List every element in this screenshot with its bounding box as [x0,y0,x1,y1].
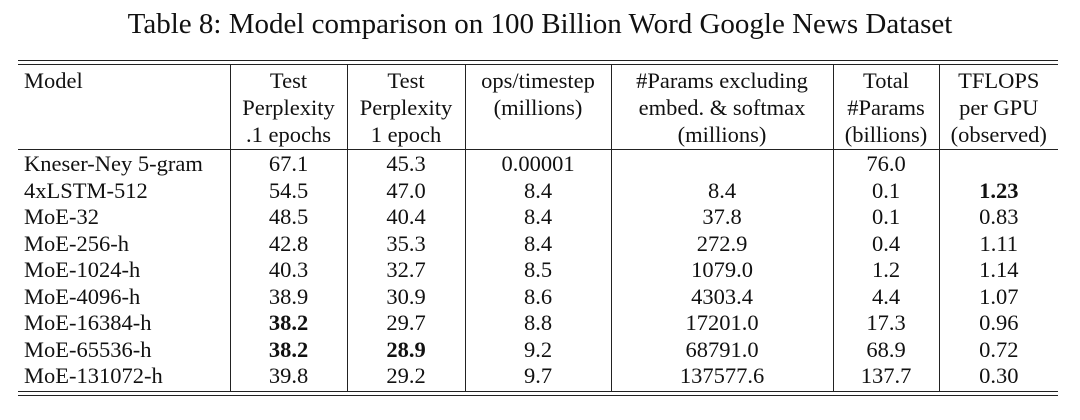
cell-tflops-per-gpu: 0.96 [939,310,1058,337]
header-ops-per-timestep [465,65,611,150]
cell-test-perplexity-1-epoch: 28.9 [347,337,465,364]
cell-test-perplexity-01-epochs: 48.5 [230,204,347,231]
cell-tflops-per-gpu: 0.72 [939,337,1058,364]
header-params-excluding-embed [611,65,833,150]
header-line: (billions) [844,122,928,147]
cell-tflops-per-gpu: 1.07 [939,284,1058,311]
cell-ops-per-timestep: 0.00001 [465,150,611,178]
header-test-perplexity-1-epoch [347,65,465,150]
cell-test-perplexity-01-epochs: 38.2 [230,337,347,364]
cell-test-perplexity-1-epoch: 32.7 [347,257,465,284]
table-caption: Table 8: Model comparison on 100 Billion Word Google News Dataset [127,8,953,40]
cell-tflops-per-gpu: 1.23 [939,178,1058,205]
model-name-cell: MoE-4096-h [24,283,141,309]
cell-total-params: 0.4 [833,231,939,258]
cell-test-perplexity-1-epoch: 47.0 [347,178,465,205]
header-line: embed. & softmax [638,95,806,120]
header-line: TFLOPS [958,68,1040,93]
cell-test-perplexity-01-epochs: 38.2 [230,310,347,337]
cell-params-excluding-embed: 4303.4 [611,284,833,311]
header-line: #Params [847,95,925,120]
cell-params-excluding-embed: 272.9 [611,231,833,258]
table-row [18,231,1058,258]
header-total-params [833,65,939,150]
cell-ops-per-timestep: 9.7 [465,363,611,391]
header-line: (observed) [950,122,1047,147]
cell-test-perplexity-1-epoch: 40.4 [347,204,465,231]
cell-ops-per-timestep: 8.4 [465,204,611,231]
cell-params-excluding-embed: 37.8 [611,204,833,231]
cell-test-perplexity-1-epoch: 35.3 [347,231,465,258]
cell-test-perplexity-01-epochs: 39.8 [230,363,347,391]
cell-test-perplexity-1-epoch: 45.3 [347,150,465,178]
table-row [18,337,1058,364]
model-name-cell: MoE-32 [24,204,99,229]
cell-ops-per-timestep: 8.6 [465,284,611,311]
table-row [18,150,1058,178]
cell-ops-per-timestep: 8.4 [465,178,611,205]
cell-test-perplexity-01-epochs: 42.8 [230,231,347,258]
cell-total-params: 137.7 [833,363,939,391]
cell-params-excluding-embed: 8.4 [611,178,833,205]
cell-params-excluding-embed [611,150,833,178]
cell-tflops-per-gpu [939,150,1058,178]
cell-total-params: 0.1 [833,178,939,205]
table-row [18,363,1058,391]
model-name-cell: Kneser-Ney 5-gram [24,151,203,176]
cell-params-excluding-embed: 68791.0 [611,337,833,364]
model-name-cell: MoE-16384-h [24,310,152,335]
cell-test-perplexity-01-epochs: 54.5 [230,178,347,205]
header-test-perplexity-01-epochs [230,65,347,150]
header-row [18,65,1058,150]
cell-tflops-per-gpu: 0.30 [939,363,1058,391]
cell-params-excluding-embed: 137577.6 [611,363,833,391]
cell-total-params: 0.1 [833,204,939,231]
cell-params-excluding-embed: 17201.0 [611,310,833,337]
header-line: (millions) [493,95,583,120]
cell-test-perplexity-1-epoch: 30.9 [347,284,465,311]
model-name-cell: MoE-256-h [24,230,129,256]
header-line: Perplexity [242,95,335,120]
header-line: per GPU [959,95,1039,120]
cell-ops-per-timestep: 8.8 [465,310,611,337]
table-row [18,284,1058,311]
cell-ops-per-timestep: 9.2 [465,337,611,364]
cell-total-params: 4.4 [833,284,939,311]
cell-total-params: 68.9 [833,337,939,364]
model-comparison-table [18,60,1058,396]
cell-params-excluding-embed: 1079.0 [611,257,833,284]
cell-tflops-per-gpu: 0.83 [939,204,1058,231]
top-rule-1 [18,60,1058,61]
header-line: Perplexity [359,95,453,120]
model-name-cell: MoE-1024-h [24,257,141,282]
cell-test-perplexity-1-epoch: 29.7 [347,310,465,337]
table-row [18,204,1058,231]
header-line: 1 epoch [370,122,442,147]
header-model [18,65,230,150]
header-line: ops/timestep [481,68,595,93]
header-tflops-per-gpu [939,65,1058,150]
header-line: (millions) [677,122,767,147]
cell-total-params: 17.3 [833,310,939,337]
bottom-rule-1 [18,391,1058,392]
data-table [18,65,1058,391]
table-row [18,178,1058,205]
header-line: Model [24,68,83,93]
cell-test-perplexity-01-epochs: 38.9 [230,284,347,311]
cell-tflops-per-gpu: 1.11 [939,231,1058,258]
cell-test-perplexity-01-epochs: 67.1 [230,150,347,178]
header-line: #Params excluding [636,68,808,93]
cell-tflops-per-gpu: 1.14 [939,257,1058,284]
cell-test-perplexity-1-epoch: 29.2 [347,363,465,391]
header-line: .1 epochs [246,122,331,147]
header-line: Test [387,68,425,93]
cell-test-perplexity-01-epochs: 40.3 [230,257,347,284]
cell-total-params: 76.0 [833,150,939,178]
table-row [18,257,1058,284]
table-body [18,150,1058,391]
model-name-cell: MoE-131072-h [24,363,163,388]
cell-ops-per-timestep: 8.4 [465,231,611,258]
cell-ops-per-timestep: 8.5 [465,257,611,284]
header-line: Test [269,68,308,93]
model-name-cell: MoE-65536-h [24,336,152,362]
model-name-cell: 4xLSTM-512 [24,177,148,203]
header-line: Total [863,68,909,93]
bottom-rule-2 [18,395,1058,396]
table-row [18,310,1058,337]
cell-total-params: 1.2 [833,257,939,284]
